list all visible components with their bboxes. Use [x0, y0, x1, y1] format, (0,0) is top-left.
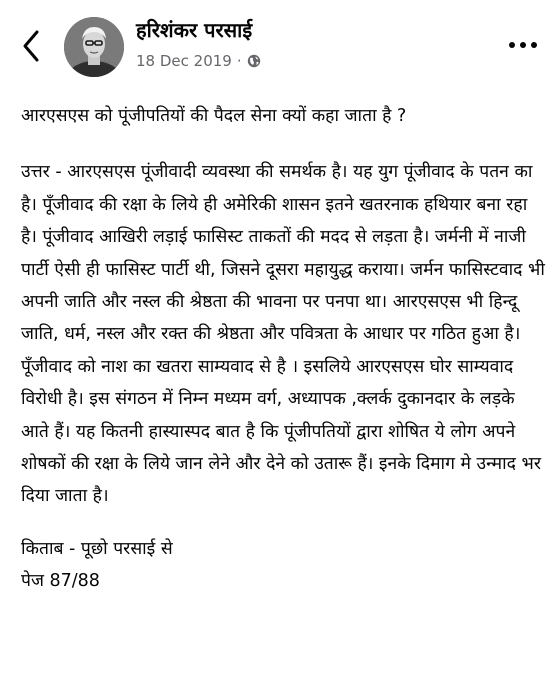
globe-icon[interactable] [247, 54, 261, 68]
page-reference: पेज 87/88 [21, 571, 100, 592]
author-photo [64, 17, 124, 77]
post-answer: उत्तर - आरएसएस पूंजीवादी व्यवस्था की समर्थक है। यह युग पूंजीवाद के पतन का है। पूँजीवाद की रक्षा के लिये ही अमेरिकी शासन इतने खतरनाक हथियार बना रहा है। पूंजीवाद आखिरी लड़ाई फासिस्ट ताकतों की मदद से लड़ता है। जर्मनी में नाजी पार्टी ऐसी ही फासिस्ट पार्टी थी, जिसने दूसरा महायुद्ध कराया। जर्मन फासिस्टवाद भी अपनी जाति और नस्ल की श्रेष्ठता की भावना पर पनपा था। आरएसएस भी हिन्दू जाति, धर्म, नस्ल और रक्त की श्रेष्ठता और पवित्रता के आधार पर गठित हुआ है। पूँजीवाद को नाश का खतरा साम्यवाद से है । इसलिये आरएसएस घोर साम्यवाद विरोधी है। इस संगठन में निम्न मध्यम वर्ग, अध्यापक ,क्लर्क दुकानदार के लड़के आते हैं। यह कितनी हास्यास्पद बात है कि पूंजीपतियों द्वारा शोषित ये लोग अपने शोषकों की रक्षा के लिये जान लेने और देने को उतारू हैं। इनके दिमाग मे उन्माद भर दिया जाता है। [21, 162, 545, 507]
meta-separator: · [236, 52, 242, 70]
author-name[interactable]: हरिशंकर परसाई [136, 18, 253, 42]
more-options-button[interactable] [501, 30, 545, 60]
post-header [0, 0, 555, 92]
post-question: आरएसएस को पूंजीपतियों की पैदल सेना क्यों कहा जाता है ? [21, 106, 407, 126]
book-source: किताब - पूछो परसाई से [21, 538, 173, 559]
post-meta [136, 52, 261, 70]
back-button[interactable] [14, 24, 48, 68]
post-body [21, 100, 545, 598]
post-date[interactable]: 18 Dec 2019 [136, 52, 232, 70]
avatar[interactable] [64, 17, 124, 77]
more-horizontal-icon [508, 41, 538, 49]
chevron-left-icon [20, 29, 42, 63]
